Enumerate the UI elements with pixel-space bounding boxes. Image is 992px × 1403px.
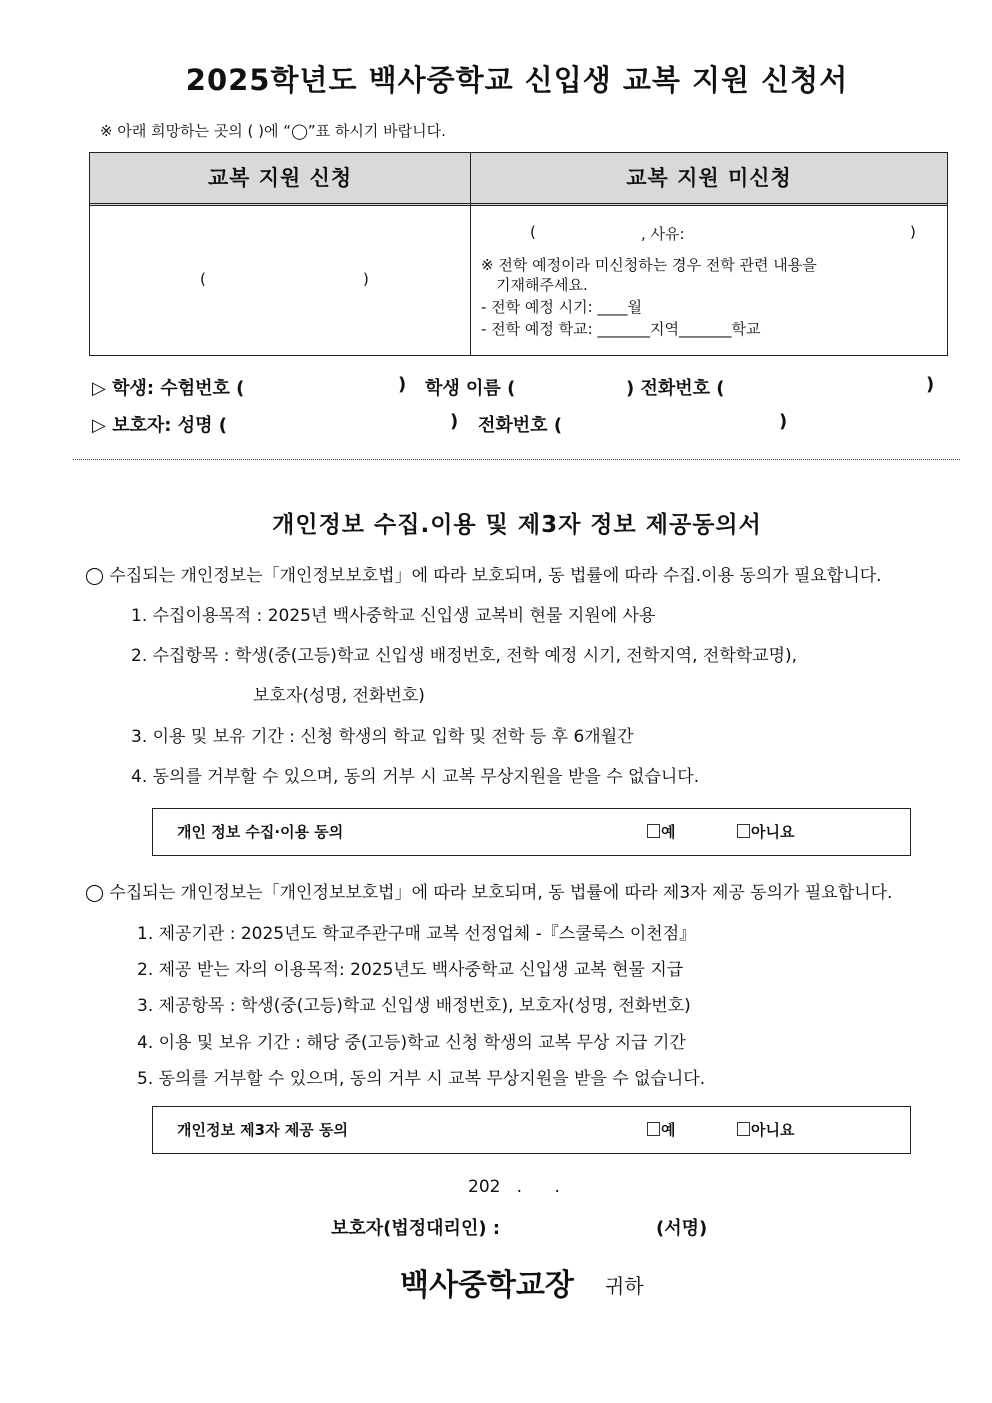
apply-blank-close: ) bbox=[363, 270, 369, 288]
section2-item: 1. 제공기관 : 2025년도 학교주관구매 교복 선정업체 -『스쿨룩스 이천점』 bbox=[137, 924, 697, 944]
consent-title: 개인정보 수집.이용 및 제3자 정보 제공동의서 bbox=[272, 512, 762, 538]
student-phone-close[interactable]: ) bbox=[926, 374, 935, 395]
third-party-consent-no[interactable] bbox=[737, 1107, 794, 1153]
student-name-label: 학생 이름 ( bbox=[425, 378, 516, 399]
guardian-phone-close[interactable]: ) bbox=[779, 411, 788, 432]
application-table bbox=[89, 152, 948, 356]
checkbox-icon[interactable] bbox=[647, 1122, 660, 1136]
section2-item: 4. 이용 및 보유 기간 : 해당 중(고등)학교 신청 학생의 교복 무상 지급 기간 bbox=[137, 1033, 686, 1053]
collection-consent-yes[interactable] bbox=[647, 809, 676, 855]
transfer-note-line1: ※ 전학 예정이라 미신청하는 경우 전학 관련 내용을 bbox=[481, 256, 817, 274]
checkbox-icon[interactable] bbox=[737, 1122, 750, 1136]
student-phone-label: ) 전화번호 ( bbox=[626, 378, 725, 399]
third-party-consent-yes[interactable] bbox=[647, 1107, 676, 1153]
signature-mark[interactable]: (서명) bbox=[656, 1218, 708, 1239]
checkbox-icon[interactable] bbox=[737, 824, 750, 838]
reason-label: , 사유: bbox=[641, 225, 685, 243]
collection-consent-box bbox=[152, 808, 911, 856]
no-label: 아니요 bbox=[751, 1121, 795, 1139]
section1-item: 보호자(성명, 전화번호) bbox=[253, 686, 425, 706]
guardian-name-label: ▷ 보호자: 성명 ( bbox=[92, 415, 228, 436]
third-party-consent-box bbox=[152, 1106, 911, 1154]
apply-header: 교복 지원 신청 bbox=[207, 166, 353, 190]
collection-consent-no[interactable] bbox=[737, 809, 794, 855]
instruction-notice: ※ 아래 희망하는 곳의 ( )에 “◯”표 하시기 바랍니다. bbox=[100, 122, 446, 140]
checkbox-icon[interactable] bbox=[647, 824, 660, 838]
date-field[interactable]: 202 . . bbox=[468, 1177, 560, 1197]
yes-label: 예 bbox=[661, 823, 676, 841]
apply-blank-open[interactable]: ( bbox=[200, 270, 206, 288]
section-divider bbox=[73, 459, 960, 460]
guardian-name-close[interactable]: ) bbox=[450, 411, 459, 432]
section2-item: 2. 제공 받는 자의 이용목적: 2025년도 백사중학교 신입생 교복 현물 지급 bbox=[137, 960, 684, 980]
transfer-school-field[interactable]: - 전학 예정 학교: _______지역_______학교 bbox=[481, 320, 761, 338]
transfer-note-line2: 기재해주세요. bbox=[496, 276, 588, 294]
section1-item: 3. 이용 및 보유 기간 : 신청 학생의 학교 입학 및 전학 등 후 6개월간 bbox=[131, 727, 634, 747]
reason-close[interactable]: ) bbox=[910, 223, 916, 241]
section1-item: 1. 수집이용목적 : 2025년 백사중학교 신입생 교복비 현물 지원에 사용 bbox=[131, 606, 656, 626]
section2-item: 5. 동의를 거부할 수 있으며, 동의 거부 시 교복 무상지원을 받을 수 없습니다. bbox=[137, 1069, 706, 1089]
document-title: 2025학년도 백사중학교 신입생 교복 지원 신청서 bbox=[185, 63, 849, 97]
section1-item: 2. 수집항목 : 학생(중(고등)학교 신입생 배정번호, 전학 예정 시기, 전학지역, 전학학교명), bbox=[131, 646, 798, 666]
section1-intro: ◯ 수집되는 개인정보는「개인정보보호법」에 따라 보호되며, 동 법률에 따라 수집.이용 동의가 필요합니다. bbox=[85, 566, 882, 586]
third-party-consent-label: 개인정보 제3자 제공 동의 bbox=[177, 1121, 349, 1139]
section1-item: 4. 동의를 거부할 수 있으며, 동의 거부 시 교복 무상지원을 받을 수 없습니다. bbox=[131, 767, 700, 787]
section2-item: 3. 제공항목 : 학생(중(고등)학교 신입생 배정번호), 보호자(성명, 전화번호) bbox=[137, 996, 691, 1016]
not-apply-header: 교복 지원 미신청 bbox=[626, 166, 792, 190]
student-exam-number-label: ▷ 학생: 수험번호 ( bbox=[92, 378, 245, 399]
collection-consent-label: 개인 정보 수집·이용 동의 bbox=[177, 823, 344, 841]
honorific: 귀하 bbox=[605, 1274, 644, 1298]
guardian-signature-label: 보호자(법정대리인) : bbox=[331, 1218, 501, 1239]
no-label: 아니요 bbox=[751, 823, 795, 841]
student-exam-number-close[interactable]: ) bbox=[398, 374, 407, 395]
transfer-time-field[interactable]: - 전학 예정 시기: ____월 bbox=[481, 298, 642, 316]
yes-label: 예 bbox=[661, 1121, 676, 1139]
guardian-phone-label: 전화번호 ( bbox=[478, 415, 563, 436]
principal-addressee: 백사중학교장 bbox=[400, 1268, 574, 1303]
not-apply-blank-open[interactable]: ( bbox=[530, 223, 536, 241]
section2-intro: ◯ 수집되는 개인정보는「개인정보보호법」에 따라 보호되며, 동 법률에 따라 제3자 제공 동의가 필요합니다. bbox=[85, 883, 893, 903]
